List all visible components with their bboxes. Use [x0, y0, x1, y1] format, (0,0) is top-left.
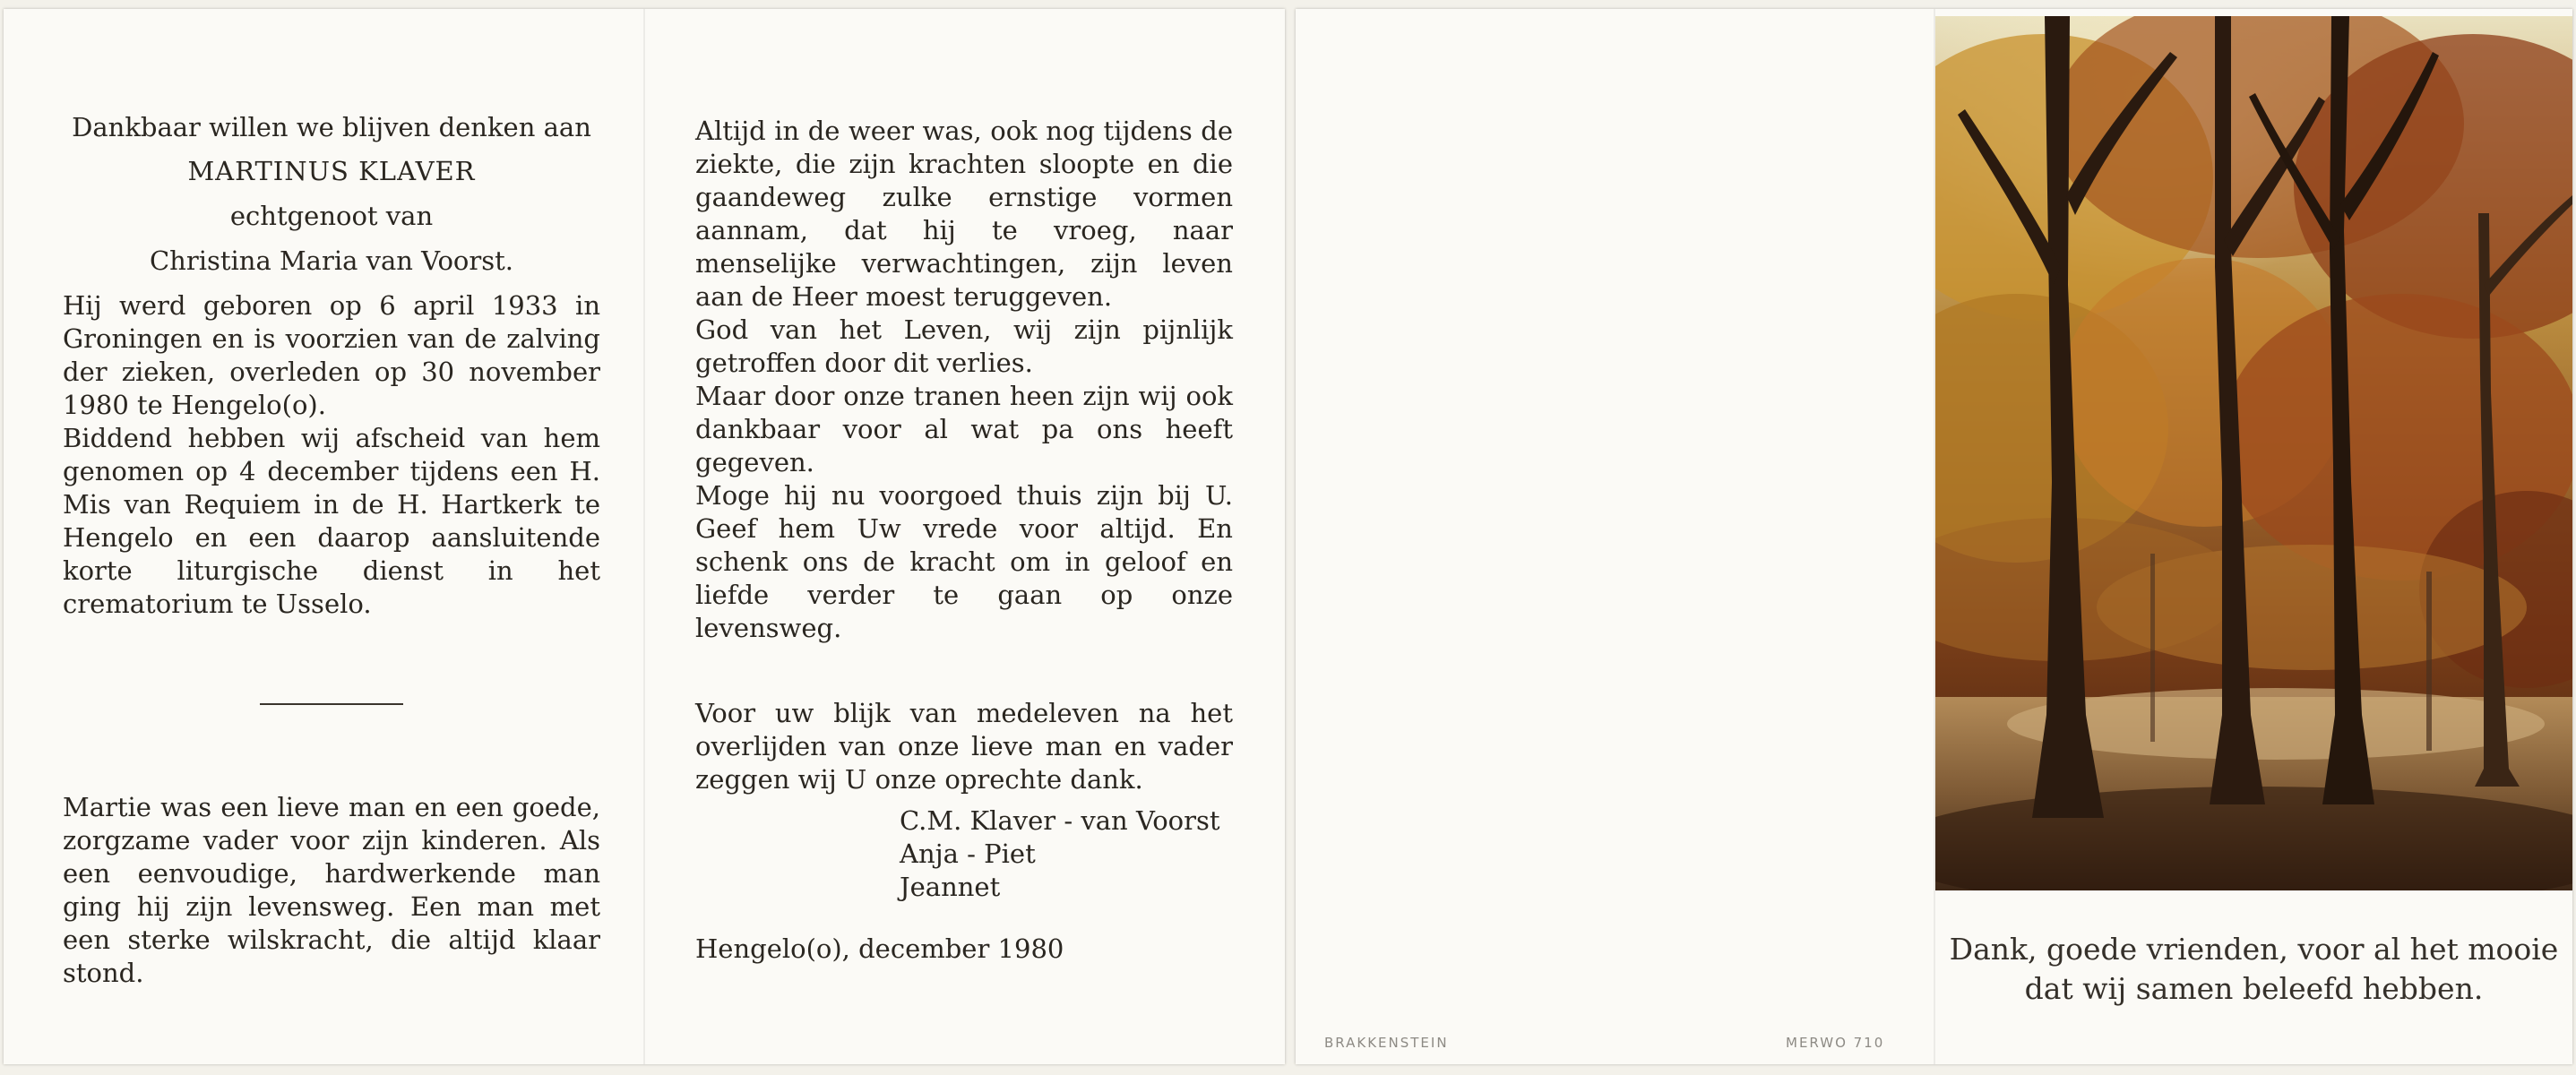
- signature-line: Anja - Piet: [900, 838, 1036, 869]
- signature-line: Jeannet: [900, 872, 1001, 902]
- caption-line-1: Dank, goede vrienden, voor al het mooie: [1949, 932, 2559, 967]
- signature-line: C.M. Klaver - van Voorst: [900, 805, 1220, 836]
- farewell-text: Biddend hebben wij afscheid van hem genomen op 4 december tijdens een H. Mis van Requiem in de H. Hartkerk te Hengelo en een daarop aansluitende korte liturgische dienst in het crematorium te Usselo.: [63, 423, 600, 619]
- spouse-label: echtgenoot van: [229, 201, 434, 231]
- signatures: [900, 804, 1233, 904]
- card-fold: [643, 9, 645, 1064]
- thanks-text: Voor uw blijk van medeleven na het overlijden van onze lieve man en vader zeggen wij U onze oprechte dank.: [695, 698, 1233, 795]
- autumn-forest-photo: [1935, 16, 2572, 890]
- paragraph-3: Maar door onze tranen heen zijn wij ook dankbaar voor al wat pa ons heeft gegeven.: [695, 381, 1233, 477]
- paragraph-1: Altijd in de weer was, ook nog tijdens de ziekte, die zijn krachten sloopte en die gaandeweg zulke ernstige vormen aannam, dat hij te vroeg, naar menselijke verwachtingen, zijn leven aan de Heer moest teruggeven.: [695, 116, 1233, 312]
- caption-line-2: dat wij samen beleefd hebben.: [2024, 971, 2484, 1006]
- place-date: Hengelo(o), december 1980: [695, 933, 1064, 964]
- intro-line: Dankbaar willen we blijven denken aan: [72, 112, 591, 142]
- publisher-imprint: BRAKKENSTEIN: [1324, 1035, 1449, 1051]
- paragraph-4: Moge hij nu voorgoed thuis zijn bij U. Geef hem Uw vrede voor altijd. En schenk ons de kracht om in geloof en liefde verder te gaan op onze levensweg.: [695, 480, 1233, 643]
- biography-text: Hij werd geboren op 6 april 1933 in Groningen en is voorzien van de zalving der zieken, overleden op 30 november 1980 te Hengelo(o).: [63, 290, 600, 420]
- tribute-text: Martie was een lieve man en een goede, zorgzame vader voor zijn kinderen. Als een eenvoudige, hardwerkende man ging hij zijn levensweg. Een man met een sterke wilskracht, die altijd klaar stond.: [63, 792, 600, 988]
- forest-illustration: [1935, 16, 2572, 890]
- photo-caption: [1935, 930, 2572, 1009]
- left-panel: [63, 111, 600, 990]
- deceased-name: MARTINUS KLAVER: [187, 156, 476, 186]
- paragraph-2: God van het Leven, wij zijn pijnlijk getroffen door dit verlies.: [695, 314, 1233, 378]
- spouse-name: Christina Maria van Voorst.: [149, 245, 513, 276]
- product-code: MERWO 710: [1786, 1035, 1885, 1051]
- divider: [260, 703, 403, 705]
- right-panel: [695, 115, 1233, 966]
